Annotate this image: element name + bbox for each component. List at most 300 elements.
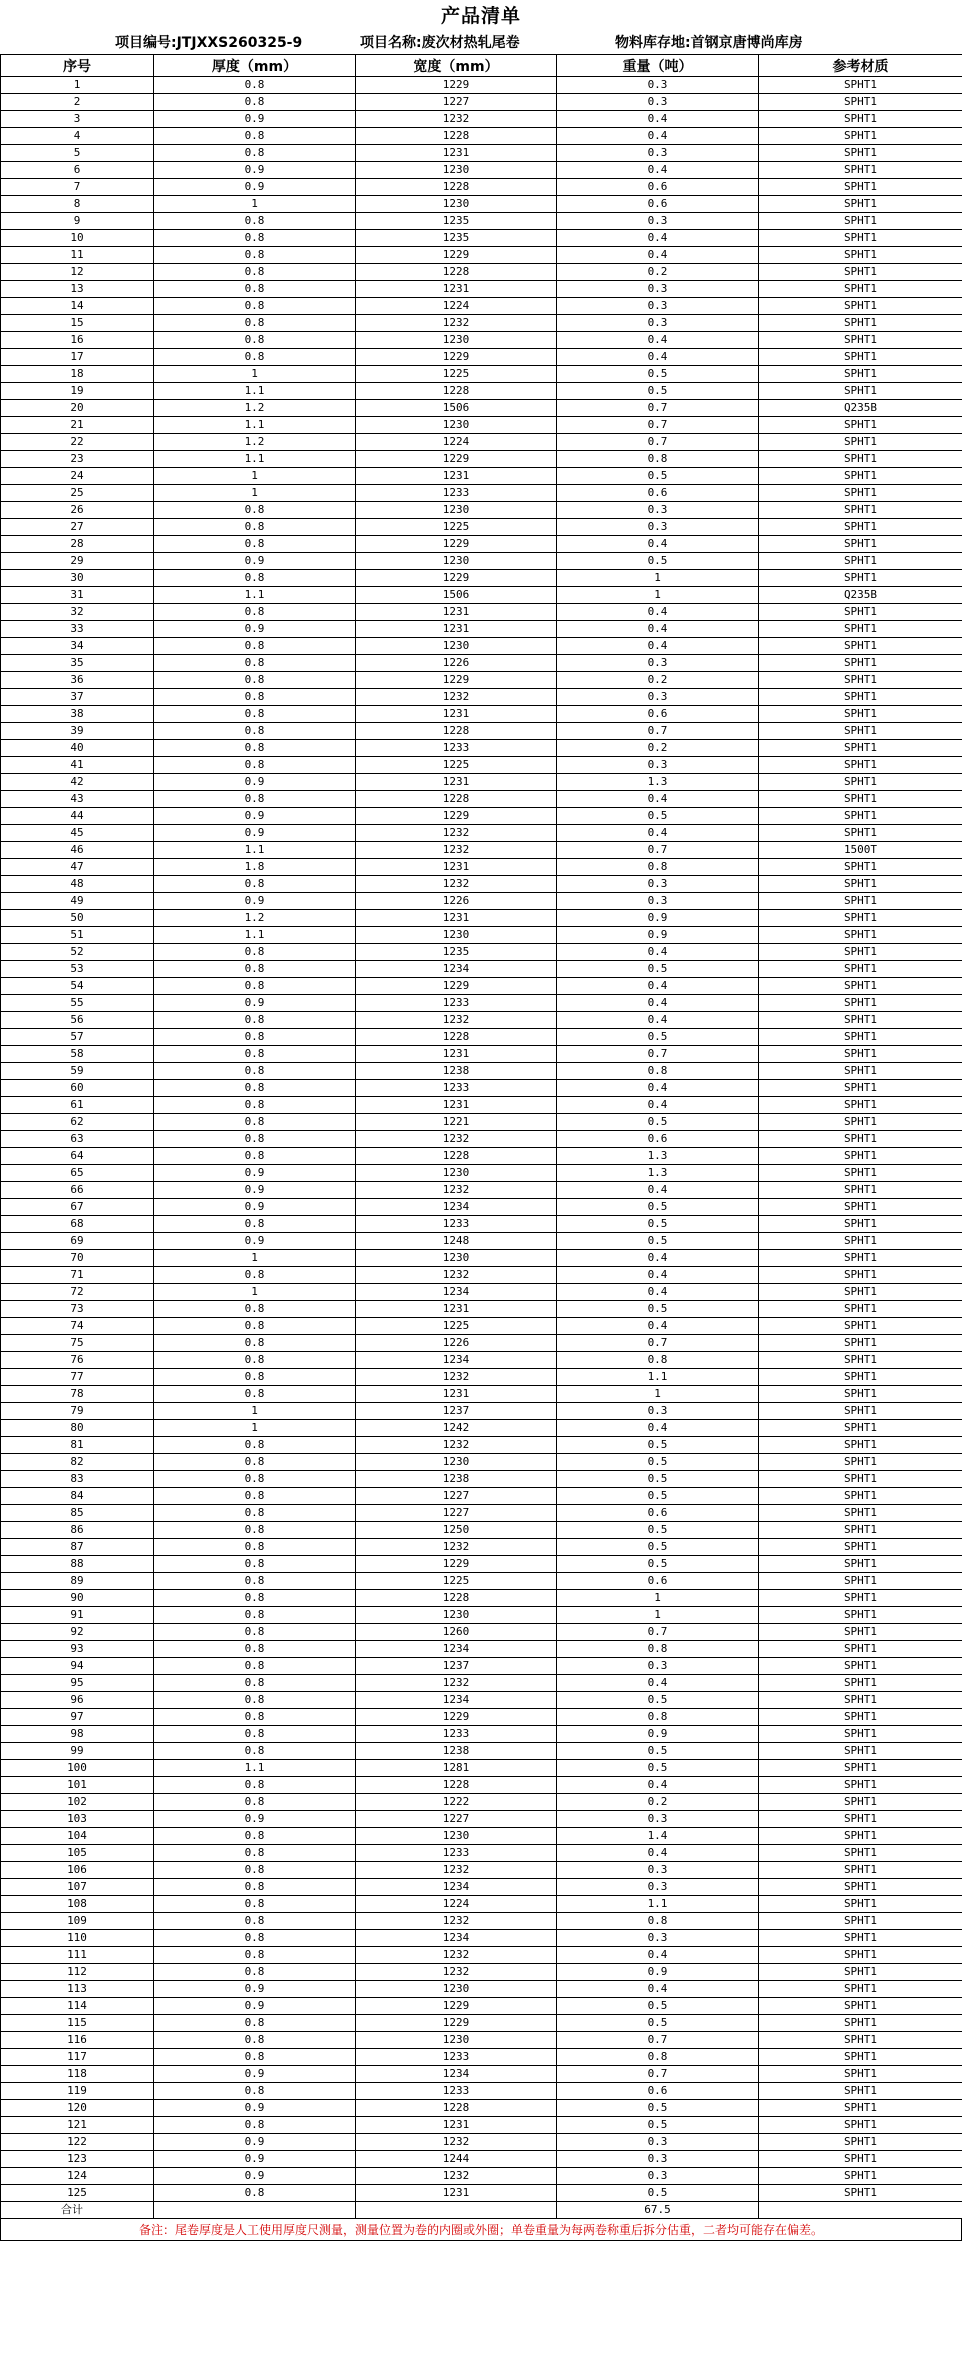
cell-thickness: 0.8 (154, 1862, 356, 1879)
cell-weight: 0.8 (557, 451, 759, 468)
table-row (1, 536, 962, 553)
cell-material: SPHT1 (759, 553, 962, 570)
cell-index: 46 (1, 842, 154, 859)
cell-weight: 0.4 (557, 995, 759, 1012)
cell-thickness: 0.8 (154, 264, 356, 281)
cell-material: SPHT1 (759, 1471, 962, 1488)
header-material: 参考材质 (759, 55, 962, 77)
cell-weight: 0.5 (557, 1029, 759, 1046)
cell-thickness: 0.8 (154, 1624, 356, 1641)
cell-weight: 0.2 (557, 264, 759, 281)
cell-index: 43 (1, 791, 154, 808)
table-row (1, 808, 962, 825)
cell-material: SPHT1 (759, 1964, 962, 1981)
cell-index: 61 (1, 1097, 154, 1114)
cell-material: SPHT1 (759, 1301, 962, 1318)
cell-index: 92 (1, 1624, 154, 1641)
cell-width: 1250 (356, 1522, 557, 1539)
table-row (1, 264, 962, 281)
table-row (1, 519, 962, 536)
cell-thickness: 1.2 (154, 910, 356, 927)
cell-thickness: 1 (154, 1403, 356, 1420)
cell-material: SPHT1 (759, 1029, 962, 1046)
table-row (1, 1726, 962, 1743)
cell-thickness: 0.9 (154, 893, 356, 910)
cell-index: 62 (1, 1114, 154, 1131)
cell-width: 1228 (356, 1777, 557, 1794)
cell-material: SPHT1 (759, 1114, 962, 1131)
cell-index: 106 (1, 1862, 154, 1879)
cell-material: SPHT1 (759, 536, 962, 553)
cell-weight: 0.4 (557, 791, 759, 808)
cell-weight: 1 (557, 1607, 759, 1624)
table-row (1, 995, 962, 1012)
cell-thickness: 0.8 (154, 1607, 356, 1624)
cell-thickness: 0.8 (154, 1675, 356, 1692)
cell-width: 1234 (356, 1199, 557, 1216)
cell-width: 1234 (356, 1930, 557, 1947)
cell-material: SPHT1 (759, 213, 962, 230)
cell-index: 36 (1, 672, 154, 689)
cell-material: SPHT1 (759, 1573, 962, 1590)
cell-thickness: 0.9 (154, 995, 356, 1012)
cell-weight: 0.5 (557, 1556, 759, 1573)
table-row (1, 791, 962, 808)
cell-width: 1221 (356, 1114, 557, 1131)
cell-thickness: 0.9 (154, 2066, 356, 2083)
table-row (1, 1658, 962, 1675)
cell-index: 79 (1, 1403, 154, 1420)
table-row (1, 944, 962, 961)
cell-thickness: 0.8 (154, 1080, 356, 1097)
cell-thickness: 0.8 (154, 502, 356, 519)
table-row (1, 1437, 962, 1454)
cell-width: 1227 (356, 94, 557, 111)
page-title: 产品清单 (440, 5, 521, 27)
cell-index: 98 (1, 1726, 154, 1743)
table-row (1, 1216, 962, 1233)
cell-material: SPHT1 (759, 1233, 962, 1250)
cell-index: 73 (1, 1301, 154, 1318)
cell-index: 88 (1, 1556, 154, 1573)
cell-thickness: 1.8 (154, 859, 356, 876)
cell-index: 109 (1, 1913, 154, 1930)
cell-index: 16 (1, 332, 154, 349)
cell-thickness: 0.8 (154, 1437, 356, 1454)
cell-thickness: 0.8 (154, 1777, 356, 1794)
cell-material: SPHT1 (759, 1930, 962, 1947)
cell-width: 1281 (356, 1760, 557, 1777)
cell-index: 6 (1, 162, 154, 179)
cell-weight: 0.4 (557, 1267, 759, 1284)
cell-material: SPHT1 (759, 1743, 962, 1760)
cell-thickness: 0.8 (154, 1522, 356, 1539)
cell-material: SPHT1 (759, 1148, 962, 1165)
cell-weight: 0.7 (557, 400, 759, 417)
cell-width: 1231 (356, 910, 557, 927)
table-row (1, 1556, 962, 1573)
table-row (1, 111, 962, 128)
cell-index: 125 (1, 2185, 154, 2202)
cell-thickness: 0.9 (154, 2134, 356, 2151)
cell-index: 39 (1, 723, 154, 740)
cell-material: SPHT1 (759, 1913, 962, 1930)
cell-thickness: 0.9 (154, 2151, 356, 2168)
cell-index: 65 (1, 1165, 154, 1182)
cell-weight: 0.4 (557, 1420, 759, 1437)
cell-index: 71 (1, 1267, 154, 1284)
cell-width: 1231 (356, 1046, 557, 1063)
cell-material: SPHT1 (759, 468, 962, 485)
cell-width: 1233 (356, 1726, 557, 1743)
cell-index: 41 (1, 757, 154, 774)
cell-weight: 0.8 (557, 1063, 759, 1080)
cell-width: 1231 (356, 621, 557, 638)
table-row (1, 145, 962, 162)
cell-width: 1232 (356, 1437, 557, 1454)
cell-thickness: 0.8 (154, 128, 356, 145)
cell-width: 1234 (356, 1284, 557, 1301)
cell-width: 1230 (356, 196, 557, 213)
remarks-note: 备注：尾卷厚度是人工使用厚度尺测量，测量位置为卷的内圈或外圈；单卷重量为每两卷称重后拆分估重，二者均可能存在偏差。 (0, 2219, 962, 2241)
cell-thickness: 1 (154, 468, 356, 485)
cell-material: Q235B (759, 587, 962, 604)
cell-material: SPHT1 (759, 1998, 962, 2015)
cell-width: 1232 (356, 1862, 557, 1879)
cell-weight: 0.5 (557, 2015, 759, 2032)
cell-thickness: 0.8 (154, 77, 356, 94)
cell-material: SPHT1 (759, 1199, 962, 1216)
table-row (1, 417, 962, 434)
cell-index: 20 (1, 400, 154, 417)
cell-weight: 0.4 (557, 1284, 759, 1301)
table-row (1, 1522, 962, 1539)
cell-index: 121 (1, 2117, 154, 2134)
cell-width: 1231 (356, 774, 557, 791)
cell-weight: 0.4 (557, 111, 759, 128)
cell-material: SPHT1 (759, 893, 962, 910)
cell-weight: 0.9 (557, 1726, 759, 1743)
cell-thickness: 0.8 (154, 1488, 356, 1505)
cell-width: 1225 (356, 1318, 557, 1335)
cell-thickness: 0.8 (154, 1539, 356, 1556)
cell-index: 32 (1, 604, 154, 621)
cell-index: 94 (1, 1658, 154, 1675)
cell-index: 23 (1, 451, 154, 468)
cell-weight: 0.5 (557, 1233, 759, 1250)
cell-material: SPHT1 (759, 502, 962, 519)
cell-material: SPHT1 (759, 366, 962, 383)
cell-width: 1225 (356, 519, 557, 536)
cell-material: SPHT1 (759, 349, 962, 366)
cell-material: SPHT1 (759, 485, 962, 502)
table-row (1, 1641, 962, 1658)
table-row (1, 961, 962, 978)
table-row (1, 502, 962, 519)
table-row (1, 1590, 962, 1607)
table-row (1, 842, 962, 859)
project-info-row (0, 32, 962, 54)
cell-material: SPHT1 (759, 128, 962, 145)
cell-index: 10 (1, 230, 154, 247)
cell-weight: 0.7 (557, 1335, 759, 1352)
cell-thickness: 0.8 (154, 2032, 356, 2049)
cell-weight: 0.5 (557, 1199, 759, 1216)
cell-thickness: 0.8 (154, 247, 356, 264)
cell-width: 1238 (356, 1743, 557, 1760)
cell-width: 1229 (356, 808, 557, 825)
cell-index: 63 (1, 1131, 154, 1148)
table-row (1, 366, 962, 383)
cell-weight: 0.7 (557, 434, 759, 451)
cell-width: 1230 (356, 1828, 557, 1845)
cell-width: 1229 (356, 247, 557, 264)
cell-thickness: 0.8 (154, 1063, 356, 1080)
cell-width: 1233 (356, 1216, 557, 1233)
cell-weight: 1.3 (557, 1165, 759, 1182)
cell-width: 1232 (356, 825, 557, 842)
cell-material: SPHT1 (759, 825, 962, 842)
cell-material: SPHT1 (759, 230, 962, 247)
table-row (1, 383, 962, 400)
cell-weight: 0.4 (557, 1080, 759, 1097)
cell-thickness: 0.8 (154, 689, 356, 706)
cell-width: 1248 (356, 1233, 557, 1250)
table-row (1, 1573, 962, 1590)
cell-width: 1222 (356, 1794, 557, 1811)
cell-index: 30 (1, 570, 154, 587)
cell-width: 1260 (356, 1624, 557, 1641)
table-row (1, 1777, 962, 1794)
cell-material: SPHT1 (759, 859, 962, 876)
cell-thickness: 0.8 (154, 1692, 356, 1709)
cell-width: 1234 (356, 961, 557, 978)
cell-index: 91 (1, 1607, 154, 1624)
cell-material: SPHT1 (759, 434, 962, 451)
cell-width: 1232 (356, 1675, 557, 1692)
cell-weight: 0.5 (557, 1301, 759, 1318)
cell-material: SPHT1 (759, 621, 962, 638)
cell-weight: 0.3 (557, 213, 759, 230)
cell-thickness: 0.8 (154, 1709, 356, 1726)
cell-weight: 0.4 (557, 1947, 759, 1964)
cell-material: 1500T (759, 842, 962, 859)
cell-weight: 0.4 (557, 1981, 759, 1998)
table-row (1, 1471, 962, 1488)
table-row (1, 1998, 962, 2015)
cell-weight: 0.2 (557, 672, 759, 689)
cell-thickness: 0.8 (154, 298, 356, 315)
table-row (1, 1182, 962, 1199)
cell-width: 1237 (356, 1403, 557, 1420)
table-row (1, 2134, 962, 2151)
table-row (1, 1454, 962, 1471)
cell-thickness: 0.9 (154, 111, 356, 128)
header-width: 宽度（mm） (356, 55, 557, 77)
cell-thickness: 1.2 (154, 434, 356, 451)
cell-width: 1228 (356, 1590, 557, 1607)
cell-thickness: 0.8 (154, 1879, 356, 1896)
cell-index: 9 (1, 213, 154, 230)
cell-index: 8 (1, 196, 154, 213)
cell-weight: 0.7 (557, 1046, 759, 1063)
cell-weight: 0.5 (557, 1743, 759, 1760)
cell-index: 114 (1, 1998, 154, 2015)
cell-thickness: 0.9 (154, 1199, 356, 1216)
cell-index: 81 (1, 1437, 154, 1454)
cell-weight: 0.3 (557, 281, 759, 298)
cell-material: SPHT1 (759, 2134, 962, 2151)
table-row (1, 1080, 962, 1097)
cell-width: 1229 (356, 1556, 557, 1573)
cell-thickness: 0.8 (154, 1845, 356, 1862)
cell-weight: 0.3 (557, 315, 759, 332)
cell-thickness: 1 (154, 366, 356, 383)
cell-index: 29 (1, 553, 154, 570)
cell-weight: 0.5 (557, 1760, 759, 1777)
cell-material: SPHT1 (759, 145, 962, 162)
table-row (1, 1879, 962, 1896)
cell-weight: 0.9 (557, 1964, 759, 1981)
table-row (1, 349, 962, 366)
cell-thickness: 0.9 (154, 1811, 356, 1828)
cell-thickness: 0.8 (154, 1726, 356, 1743)
table-row (1, 1250, 962, 1267)
cell-weight: 0.5 (557, 1998, 759, 2015)
cell-weight: 1 (557, 587, 759, 604)
cell-material: SPHT1 (759, 1879, 962, 1896)
table-row (1, 689, 962, 706)
table-row (1, 1743, 962, 1760)
table-row (1, 706, 962, 723)
table-row (1, 1862, 962, 1879)
cell-thickness: 0.8 (154, 1505, 356, 1522)
cell-index: 118 (1, 2066, 154, 2083)
cell-weight: 0.5 (557, 1216, 759, 1233)
cell-weight: 0.5 (557, 366, 759, 383)
cell-index: 76 (1, 1352, 154, 1369)
cell-thickness: 0.8 (154, 791, 356, 808)
cell-thickness: 0.9 (154, 2100, 356, 2117)
table-row (1, 162, 962, 179)
cell-material: SPHT1 (759, 1216, 962, 1233)
cell-thickness: 0.8 (154, 1097, 356, 1114)
cell-thickness: 0.8 (154, 1573, 356, 1590)
table-row (1, 876, 962, 893)
cell-thickness: 0.8 (154, 1012, 356, 1029)
cell-weight: 0.5 (557, 808, 759, 825)
cell-weight: 0.3 (557, 519, 759, 536)
cell-width: 1224 (356, 298, 557, 315)
cell-material: SPHT1 (759, 672, 962, 689)
table-row (1, 1369, 962, 1386)
cell-thickness: 0.8 (154, 1556, 356, 1573)
cell-material: SPHT1 (759, 1658, 962, 1675)
cell-thickness: 0.8 (154, 2117, 356, 2134)
cell-weight: 0.7 (557, 417, 759, 434)
cell-weight: 0.5 (557, 1454, 759, 1471)
cell-thickness: 0.9 (154, 1998, 356, 2015)
table-row (1, 94, 962, 111)
cell-index: 1 (1, 77, 154, 94)
cell-width: 1232 (356, 1131, 557, 1148)
table-row (1, 1709, 962, 1726)
cell-weight: 0.6 (557, 706, 759, 723)
cell-material: SPHT1 (759, 1046, 962, 1063)
cell-material: SPHT1 (759, 2015, 962, 2032)
cell-weight: 0.3 (557, 1811, 759, 1828)
cell-material: SPHT1 (759, 179, 962, 196)
cell-width: 1235 (356, 213, 557, 230)
cell-material: SPHT1 (759, 774, 962, 791)
table-row (1, 2117, 962, 2134)
cell-width: 1232 (356, 315, 557, 332)
cell-material: SPHT1 (759, 1505, 962, 1522)
cell-weight: 0.4 (557, 1182, 759, 1199)
cell-thickness: 1.1 (154, 1760, 356, 1777)
cell-material: SPHT1 (759, 1981, 962, 1998)
cell-thickness: 0.9 (154, 1182, 356, 1199)
table-row (1, 468, 962, 485)
cell-index: 96 (1, 1692, 154, 1709)
cell-weight: 0.3 (557, 2134, 759, 2151)
table-row (1, 1284, 962, 1301)
cell-thickness: 0.8 (154, 519, 356, 536)
cell-thickness: 0.8 (154, 213, 356, 230)
cell-width: 1232 (356, 1267, 557, 1284)
cell-width: 1232 (356, 1369, 557, 1386)
cell-material: SPHT1 (759, 1590, 962, 1607)
cell-width: 1226 (356, 655, 557, 672)
cell-index: 24 (1, 468, 154, 485)
table-row (1, 1913, 962, 1930)
cell-weight: 0.6 (557, 196, 759, 213)
cell-thickness: 0.9 (154, 621, 356, 638)
cell-weight: 0.4 (557, 230, 759, 247)
table-row (1, 1165, 962, 1182)
cell-material: SPHT1 (759, 1777, 962, 1794)
table-row (1, 893, 962, 910)
cell-index: 116 (1, 2032, 154, 2049)
header-weight: 重量（吨） (557, 55, 759, 77)
cell-material: SPHT1 (759, 1284, 962, 1301)
cell-weight: 0.3 (557, 689, 759, 706)
cell-material: SPHT1 (759, 995, 962, 1012)
cell-material: SPHT1 (759, 604, 962, 621)
cell-width: 1229 (356, 672, 557, 689)
table-row (1, 196, 962, 213)
cell-index: 89 (1, 1573, 154, 1590)
cell-width: 1228 (356, 723, 557, 740)
cell-thickness: 0.8 (154, 1590, 356, 1607)
cell-weight: 0.7 (557, 1624, 759, 1641)
table-row (1, 1930, 962, 1947)
cell-thickness: 0.8 (154, 1301, 356, 1318)
cell-width: 1232 (356, 689, 557, 706)
cell-width: 1232 (356, 111, 557, 128)
cell-thickness: 0.8 (154, 1148, 356, 1165)
table-row (1, 570, 962, 587)
cell-width: 1231 (356, 706, 557, 723)
cell-width: 1238 (356, 1471, 557, 1488)
cell-material: SPHT1 (759, 1760, 962, 1777)
cell-thickness: 0.8 (154, 1828, 356, 1845)
cell-weight: 0.9 (557, 910, 759, 927)
cell-weight: 0.8 (557, 2049, 759, 2066)
cell-thickness: 0.8 (154, 2185, 356, 2202)
cell-weight: 1.1 (557, 1369, 759, 1386)
cell-material: SPHT1 (759, 247, 962, 264)
